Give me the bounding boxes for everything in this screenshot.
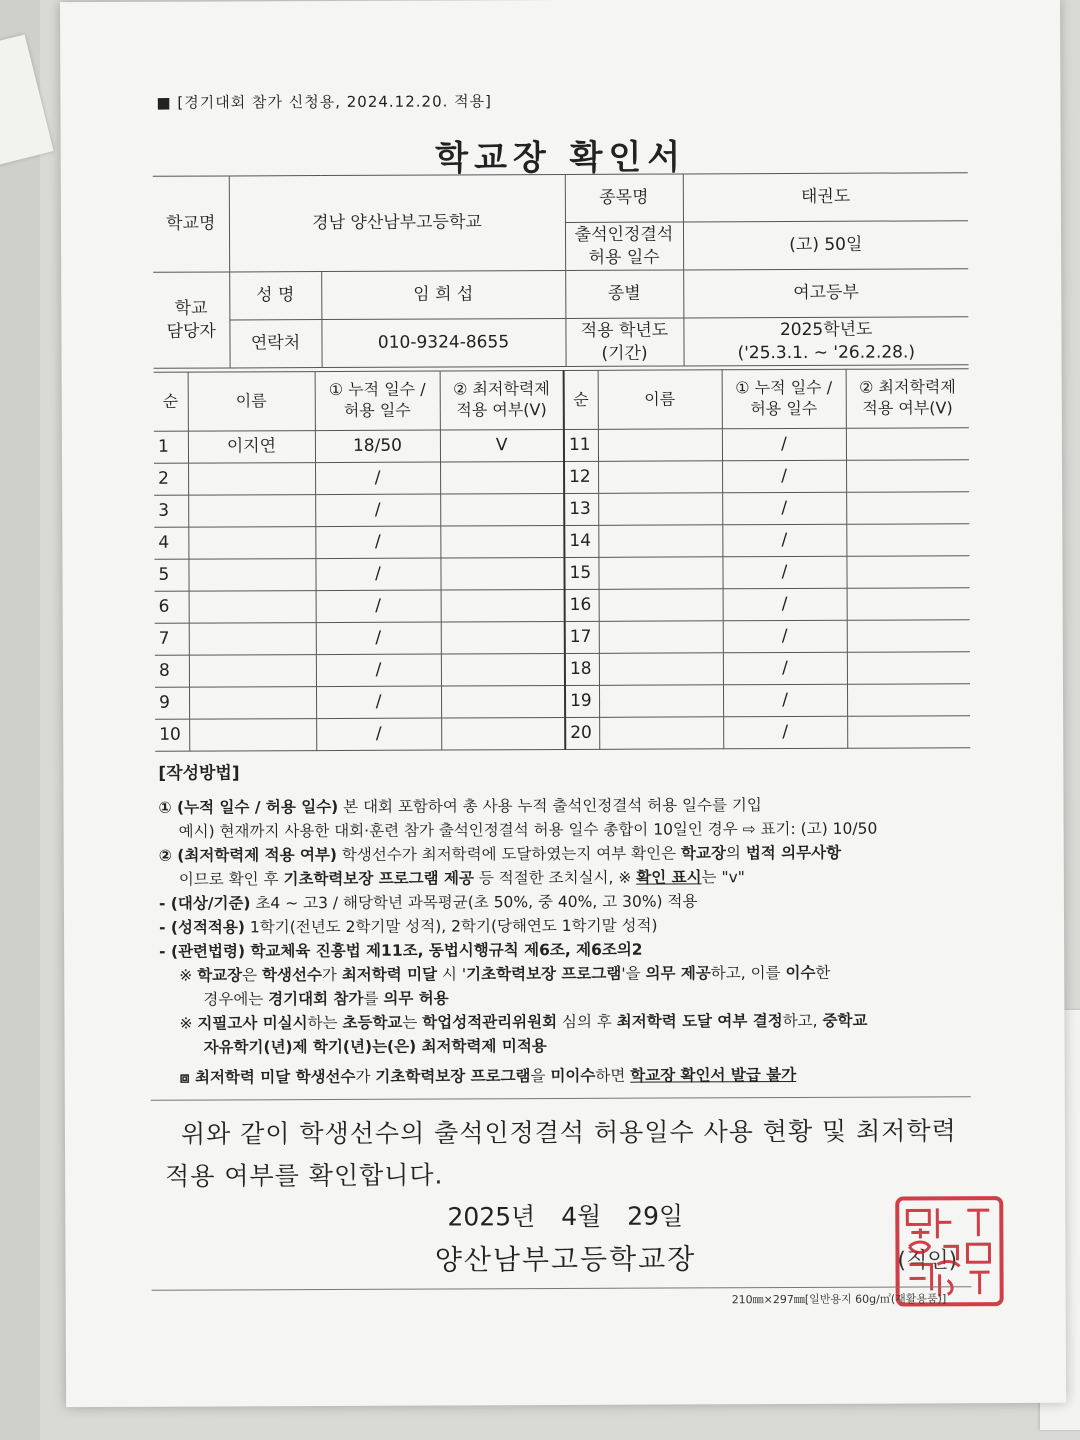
instructions-header: [작성방법] bbox=[158, 763, 240, 784]
list-header-row bbox=[154, 369, 969, 432]
min-standard-check bbox=[847, 620, 970, 653]
row-number: 13 bbox=[564, 493, 598, 525]
days-used: / bbox=[316, 622, 441, 655]
row-number: 17 bbox=[565, 621, 599, 653]
table-row bbox=[155, 588, 970, 624]
days-used: / bbox=[316, 654, 441, 687]
sport-name: 태권도 bbox=[683, 173, 968, 222]
row-number: 20 bbox=[565, 717, 599, 749]
days-used: / bbox=[315, 494, 440, 527]
row-number: 12 bbox=[564, 461, 598, 493]
instruction-1: ① (누적 일수 / 허용 일수) 본 대회 포함하여 총 사용 누적 출석인정결석 허용 일수를 기입 bbox=[158, 796, 762, 817]
student-name bbox=[598, 493, 722, 526]
student-name bbox=[189, 687, 316, 720]
min-standard-check bbox=[440, 557, 564, 590]
table-row bbox=[154, 428, 969, 464]
school-label: 학교명 bbox=[153, 176, 229, 272]
col-name-2: 이름 bbox=[598, 370, 722, 430]
row-number: 2 bbox=[154, 463, 188, 495]
student-name bbox=[189, 591, 316, 624]
days-used: / bbox=[722, 556, 846, 589]
min-standard-check bbox=[847, 652, 970, 685]
row-number: 9 bbox=[155, 687, 189, 719]
days-used: / bbox=[316, 718, 441, 751]
row-number: 18 bbox=[565, 653, 599, 685]
min-standard-check bbox=[846, 524, 969, 557]
document-title: 학교장 확인서 bbox=[435, 137, 687, 179]
row-number: 19 bbox=[565, 685, 599, 717]
student-name bbox=[189, 623, 316, 656]
student-list-table bbox=[154, 368, 971, 752]
days-used: / bbox=[315, 462, 440, 495]
row-number: 8 bbox=[155, 655, 189, 687]
name-label: 성 명 bbox=[229, 272, 321, 320]
student-name bbox=[188, 463, 315, 496]
table-row bbox=[155, 652, 970, 688]
min-standard-check bbox=[440, 461, 564, 494]
note-2-cont: 자유학기(년)제 학기(년)는(은) 최저학력제 미적용 bbox=[203, 1037, 547, 1057]
phone-value: 010-9324-8655 bbox=[321, 318, 565, 367]
days-used: / bbox=[723, 684, 847, 717]
phone-label: 연락처 bbox=[229, 320, 321, 368]
principal-name: 양산남부고등학교장 bbox=[434, 1242, 697, 1277]
instructions bbox=[158, 758, 989, 1090]
row-number: 10 bbox=[155, 719, 189, 751]
table-row bbox=[155, 620, 970, 656]
paper-spec: 210㎜×297㎜[일반용지 60g/㎡(재활용품)] bbox=[731, 1292, 947, 1307]
year-label: 적용 학년도 (기간) bbox=[565, 318, 683, 367]
student-name bbox=[598, 525, 722, 558]
days-used: / bbox=[723, 716, 847, 749]
days-used: / bbox=[723, 588, 847, 621]
days-used: / bbox=[722, 524, 846, 557]
school-name: 경남 양산남부고등학교 bbox=[229, 174, 565, 271]
year-value: 2025학년도 ('25.3.1. ~ '26.2.28.) bbox=[683, 317, 968, 366]
note-2: ※ 지필고사 미실시하는 초등학교는 학업성적관리위원회 심의 후 최저학력 도달 여부 결정하고, 중학교 bbox=[179, 1011, 868, 1033]
detail-law: - (관련법령) 학교체육 진흥법 제11조, 동법시행규칙 제6조, 제6조의2 bbox=[159, 940, 643, 961]
col-name: 이름 bbox=[188, 372, 315, 432]
allowed-days-label: 출석인정결석 허용 일수 bbox=[565, 222, 683, 271]
table-row bbox=[155, 684, 970, 720]
col-no-2: 순 bbox=[564, 370, 598, 429]
row-number: 5 bbox=[154, 559, 188, 591]
col-min-2: ② 최저학력제 적용 여부(V) bbox=[846, 369, 969, 429]
min-standard-check bbox=[441, 589, 565, 622]
min-standard-check bbox=[441, 621, 565, 654]
min-standard-check bbox=[441, 653, 565, 686]
student-name bbox=[599, 717, 723, 750]
days-used: / bbox=[315, 526, 440, 559]
table-row bbox=[154, 460, 969, 496]
instruction-2: ② (최저학력제 적용 여부) 학생선수가 최저학력에 도달하였는지 여부 확인은 학교장의 법적 의무사항 bbox=[158, 843, 842, 865]
row-number: 6 bbox=[155, 591, 189, 623]
form-note: ■ [경기대회 참가 신청용, 2024.12.20. 적용] bbox=[156, 92, 493, 112]
days-used: / bbox=[723, 652, 847, 685]
row-number: 1 bbox=[154, 431, 188, 463]
col-days: ① 누적 일수 / 허용 일수 bbox=[315, 371, 440, 431]
final-note: ⧈ 최저학력 미달 학생선수가 기초학력보장 프로그램을 미이수하면 학교장 확인서 발급 불가 bbox=[179, 1065, 797, 1087]
min-standard-check bbox=[847, 684, 970, 717]
min-standard-check bbox=[440, 525, 564, 558]
min-standard-check: V bbox=[440, 429, 564, 462]
student-name: 이지연 bbox=[188, 431, 315, 464]
contact-label: 학교 담당자 bbox=[153, 272, 229, 368]
seal-mark: (직인) bbox=[897, 1248, 958, 1274]
table-row bbox=[155, 716, 970, 752]
allowed-days-value: (고) 50일 bbox=[683, 221, 968, 270]
student-name bbox=[598, 557, 722, 590]
student-name bbox=[598, 461, 722, 494]
days-used: 18/50 bbox=[315, 430, 440, 463]
days-used: / bbox=[316, 590, 441, 623]
divider-top bbox=[151, 1096, 971, 1101]
category-value: 여고등부 bbox=[683, 269, 968, 318]
col-days-2: ① 누적 일수 / 허용 일수 bbox=[722, 369, 846, 429]
days-used: / bbox=[722, 492, 846, 525]
note-1: ※ 학교장은 학생선수가 최저학력 미달 시 '기초학력보장 프로그램'을 의무 제공하고, 이를 이수한 bbox=[179, 963, 831, 985]
row-number: 15 bbox=[564, 557, 598, 589]
table-row bbox=[154, 524, 969, 560]
col-min: ② 최저학력제 적용 여부(V) bbox=[440, 370, 564, 430]
category-label: 종별 bbox=[565, 270, 683, 319]
student-name bbox=[599, 621, 723, 654]
paper-scrap bbox=[0, 35, 54, 166]
issue-date: 2025년 4월 29일 bbox=[447, 1201, 684, 1232]
days-used: / bbox=[316, 686, 441, 719]
sport-label: 종목명 bbox=[565, 174, 683, 223]
student-name bbox=[189, 719, 316, 752]
table-row bbox=[154, 492, 969, 528]
row-number: 3 bbox=[154, 495, 188, 527]
document-page bbox=[60, 0, 1066, 1407]
min-standard-check bbox=[847, 716, 970, 749]
student-name bbox=[188, 527, 315, 560]
min-standard-check bbox=[846, 556, 969, 589]
instruction-1-example: 예시) 현재까지 사용한 대회·훈련 참가 출석인정결석 허용 일수 총합이 10일인 경우 ⇨ 표기: (고) 10/50 bbox=[178, 819, 878, 841]
row-number: 16 bbox=[565, 589, 599, 621]
row-number: 14 bbox=[564, 525, 598, 557]
days-used: / bbox=[723, 620, 847, 653]
student-name bbox=[599, 589, 723, 622]
min-standard-check bbox=[846, 492, 969, 525]
note-1-cont: 경우에는 경기대회 참가를 의무 허용 bbox=[203, 989, 449, 1009]
row-number: 4 bbox=[154, 527, 188, 559]
days-used: / bbox=[315, 558, 440, 591]
days-used: / bbox=[722, 428, 846, 461]
header-table bbox=[153, 172, 969, 369]
confirmation-text: 위와 같이 학생선수의 출석인정결석 허용일수 사용 현황 및 최저학력 적용 여부를 확인합니다. bbox=[165, 1116, 957, 1191]
detail-target: - (대상/기준) 초4 ~ 고3 / 해당학년 과목평균(초 50%, 중 40%, 고 30%) 적용 bbox=[158, 892, 698, 913]
days-used: / bbox=[722, 460, 846, 493]
student-name bbox=[188, 495, 315, 528]
student-name bbox=[598, 429, 722, 462]
col-no: 순 bbox=[154, 372, 188, 431]
student-name bbox=[599, 653, 723, 686]
row-number: 11 bbox=[564, 429, 598, 461]
background bbox=[0, 0, 40, 1440]
instruction-2-cont: 이므로 확인 후 기초학력보장 프로그램 제공 등 적절한 조치실시, ※ 확인 표시는 "v" bbox=[178, 868, 745, 889]
min-standard-check bbox=[440, 493, 564, 526]
row-number: 7 bbox=[155, 623, 189, 655]
min-standard-check bbox=[847, 588, 970, 621]
detail-grades: - (성적적용) 1학기(전년도 2학기말 성적), 2학기(당해연도 1학기말 성적) bbox=[159, 916, 658, 937]
min-standard-check bbox=[441, 685, 565, 718]
name-value: 임 희 섭 bbox=[321, 270, 565, 319]
student-name bbox=[188, 559, 315, 592]
table-row bbox=[154, 556, 969, 592]
student-name bbox=[599, 685, 723, 718]
min-standard-check bbox=[846, 428, 969, 461]
student-name bbox=[189, 655, 316, 688]
min-standard-check bbox=[441, 717, 565, 750]
min-standard-check bbox=[846, 460, 969, 493]
